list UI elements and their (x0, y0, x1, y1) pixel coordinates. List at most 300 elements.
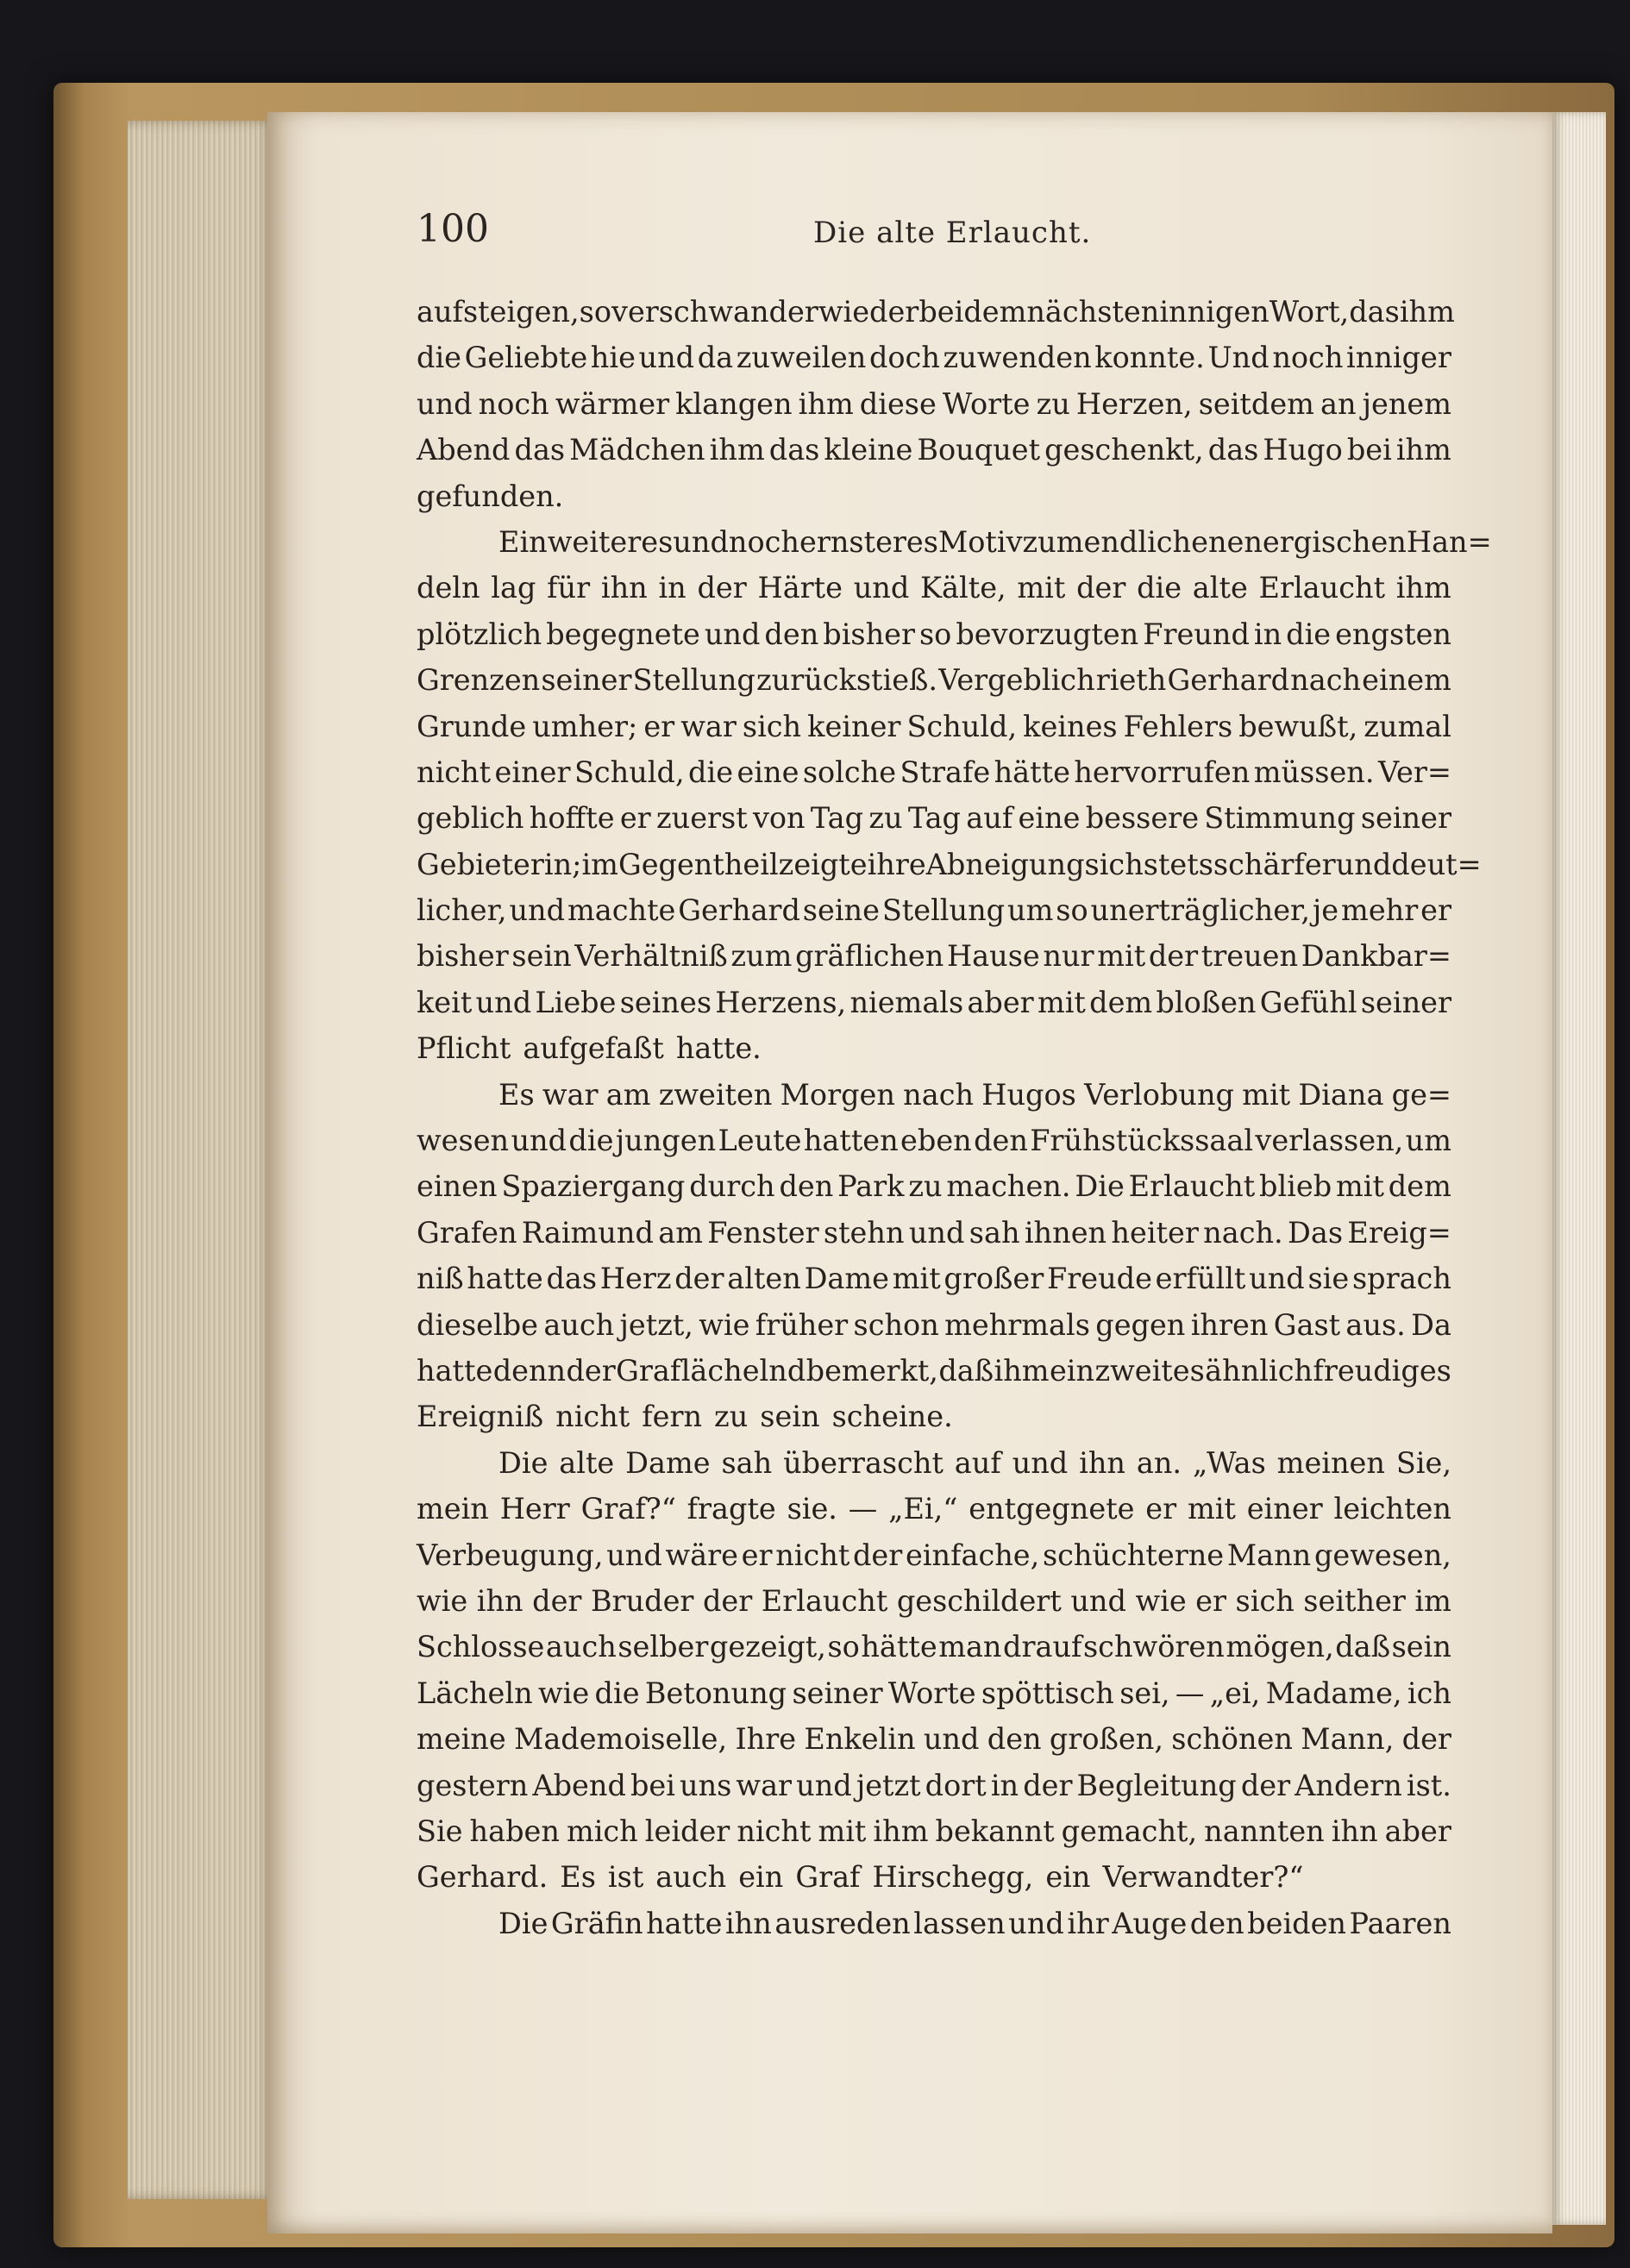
word: Grunde (417, 709, 527, 743)
word: sah (721, 1445, 773, 1480)
word: ihm (873, 1814, 929, 1848)
word: zurückstieß. (755, 663, 938, 698)
word: den (764, 617, 819, 651)
word: der (1401, 1722, 1451, 1757)
word: geblich (417, 801, 524, 836)
word: hoffte (529, 801, 615, 836)
text-line (417, 1854, 1451, 1900)
text-line (417, 1025, 1451, 1071)
word: Schuld, (574, 755, 685, 789)
word: hervorrufen (1074, 755, 1251, 789)
word: Gerhard (678, 893, 800, 928)
word: einem (1362, 663, 1451, 698)
word: der (702, 1583, 753, 1618)
word: nicht (417, 755, 492, 789)
word: Fenster (707, 1215, 819, 1250)
word: Sie, (1395, 1445, 1451, 1480)
word: bisher (823, 617, 916, 651)
word: seiner (1360, 985, 1451, 1019)
word: deln (417, 571, 480, 605)
word: müssen. (1253, 755, 1375, 789)
text-line (417, 611, 1451, 657)
word: auf (966, 801, 1013, 836)
word: und (417, 386, 473, 421)
word: eben (900, 1124, 972, 1158)
word: die (417, 341, 461, 375)
word: Hugo (1263, 433, 1343, 467)
word: gemacht, (1061, 1814, 1198, 1848)
word: Abneigung (925, 847, 1085, 881)
word: Hirschegg, (872, 1860, 1034, 1895)
body-text (417, 289, 1492, 1946)
word: Spaziergang (501, 1169, 686, 1204)
word: seither (1303, 1583, 1406, 1618)
word: wieder (818, 295, 919, 329)
word: zeigte (778, 847, 868, 881)
word: Freund (1143, 617, 1250, 651)
word: dem (1388, 1169, 1451, 1204)
word: seiner (1360, 801, 1451, 836)
word: ihre (867, 847, 926, 881)
word: der (532, 1583, 582, 1618)
word: doch (868, 341, 940, 375)
word: so (827, 1630, 860, 1664)
word: machen. (946, 1169, 1071, 1204)
word: an. (1136, 1445, 1182, 1480)
text-line (417, 1163, 1451, 1209)
word: Verhältniß (574, 939, 728, 974)
word: nicht (775, 1538, 850, 1572)
word: Hugos (981, 1077, 1076, 1112)
word: und (475, 985, 532, 1019)
word: wärmer (555, 386, 670, 421)
word: bloßen (1156, 985, 1257, 1019)
word: in (990, 1768, 1019, 1802)
word: Ihre (735, 1722, 797, 1757)
word: großen, (1049, 1722, 1163, 1757)
word: Graf?“ (580, 1492, 676, 1526)
word: Gerhard. (417, 1860, 549, 1895)
word: Han= (1406, 524, 1492, 559)
word: aber (967, 985, 1034, 1019)
word: engsten (1335, 617, 1451, 651)
word: sich (742, 709, 802, 743)
word: er (643, 709, 675, 743)
text-line (417, 1763, 1451, 1808)
word: meinen (1276, 1445, 1385, 1480)
word: nach (903, 1077, 975, 1112)
word: ihm (798, 386, 854, 421)
word: und (1012, 1445, 1069, 1480)
text-line (417, 704, 1451, 749)
word: und (853, 571, 910, 605)
word: Verlobung (1084, 1077, 1234, 1112)
word: der (697, 571, 747, 605)
word: hatten (803, 1124, 899, 1158)
word: haben (469, 1814, 560, 1848)
word: sie (1307, 1262, 1350, 1296)
word: Erlaucht (761, 1583, 888, 1618)
word: keit (417, 985, 473, 1019)
word: zu (868, 801, 903, 836)
word: Ver= (1377, 755, 1451, 789)
text-line (417, 887, 1451, 933)
word: Erlaucht (1258, 571, 1386, 605)
word: Fehlers (1123, 709, 1233, 743)
word: Bruder (590, 1583, 694, 1618)
word: die (1286, 617, 1332, 651)
text-line (417, 289, 1455, 335)
word: lächelnd (680, 1353, 806, 1388)
word: er (619, 801, 651, 836)
word: und (509, 893, 566, 928)
word: weiteres (547, 524, 674, 559)
word: gefunden. (417, 479, 564, 513)
word: Gegentheil (618, 847, 779, 881)
word: wäre (665, 1538, 738, 1572)
word: Bouquet (917, 433, 1041, 467)
running-head: Die alte Erlaucht. (813, 216, 1092, 250)
text-line (417, 1394, 1451, 1439)
word: Park (837, 1169, 905, 1204)
word: Liebe (535, 985, 617, 1019)
word: ihn (600, 571, 648, 605)
word: beiden (1247, 1906, 1347, 1940)
word: verlassen, (1255, 1124, 1404, 1158)
text-line (417, 427, 1451, 473)
word: klangen (675, 386, 793, 421)
word: in (658, 571, 686, 605)
word: ernsteres (799, 524, 938, 559)
word: Es (560, 1860, 596, 1895)
word: Paaren (1349, 1906, 1451, 1940)
word: stets (1143, 847, 1213, 881)
word: gräflichen (795, 939, 944, 974)
word: hatte (646, 1906, 723, 1940)
word: wie (538, 1676, 590, 1710)
word: Mädchen (569, 433, 705, 467)
word: der (852, 1538, 903, 1572)
word: zu (908, 1169, 943, 1204)
word: Mademoiselle, (514, 1722, 728, 1757)
word: Herzen, (1075, 386, 1193, 421)
word: Mann (1226, 1538, 1312, 1572)
word: sein (760, 1400, 820, 1434)
word: sein (511, 939, 572, 974)
word: sprach (1351, 1262, 1451, 1296)
word: früher (755, 1307, 849, 1342)
word: Geliebte (464, 341, 588, 375)
word: auf (954, 1445, 1001, 1480)
word: und (606, 1538, 662, 1572)
word: das (1349, 295, 1400, 329)
word: stehn (823, 1215, 905, 1250)
word: Worte (887, 1676, 976, 1710)
word: Ereig= (1347, 1215, 1451, 1250)
word: zuweilen (736, 341, 867, 375)
word: überrascht (783, 1445, 944, 1480)
word: drauf (1003, 1630, 1082, 1664)
word: hatte (467, 1262, 543, 1296)
word: Da (1411, 1307, 1451, 1342)
word: mit (1187, 1492, 1236, 1526)
word: der (1148, 939, 1199, 974)
word: der (1076, 571, 1126, 605)
word: am (605, 1077, 651, 1112)
word: aus. (1345, 1307, 1406, 1342)
word: treuen (1201, 939, 1299, 974)
word: Gebieterin; (417, 847, 582, 881)
word: ihn (724, 1906, 772, 1940)
word: mit (1336, 1169, 1384, 1204)
word: freudiges (1313, 1353, 1451, 1388)
word: kleine (824, 433, 913, 467)
word: Freude (1047, 1262, 1152, 1296)
word: begegnete (546, 617, 700, 651)
word: Herz (599, 1262, 672, 1296)
text-line (417, 1072, 1451, 1118)
word: Stimmung (1204, 801, 1356, 836)
word: innigen (1159, 295, 1270, 329)
word: zweites (1094, 1353, 1205, 1388)
word: lassen (913, 1906, 1006, 1940)
text-line (417, 519, 1492, 565)
word: lag (491, 571, 536, 605)
page-header (417, 207, 1434, 259)
word: und (1070, 1583, 1126, 1618)
word: Die (498, 1445, 549, 1480)
word: gezeigt, (709, 1630, 826, 1664)
word: Mann, (1301, 1722, 1395, 1757)
word: zu (1036, 386, 1070, 421)
word: unerträglicher, (1090, 893, 1311, 928)
word: durch (689, 1169, 775, 1204)
word: Frühstückssaal (1030, 1124, 1254, 1158)
word: ein (738, 1860, 784, 1895)
word: eine (737, 755, 799, 789)
word: auch (545, 1630, 617, 1664)
word: und (908, 1215, 965, 1250)
word: das (514, 433, 566, 467)
word: daß (938, 1353, 994, 1388)
word: alte (559, 1445, 615, 1480)
word: noch (1272, 341, 1344, 375)
word: Grafen (417, 1215, 517, 1250)
word: Enkelin (804, 1722, 916, 1757)
word: seiner (792, 1676, 883, 1710)
word: und (511, 1124, 567, 1158)
word: dieselbe (417, 1307, 538, 1342)
word: im (1414, 1583, 1451, 1618)
word: Morgen (780, 1077, 895, 1112)
word: Gast (1273, 1307, 1341, 1342)
word: hie (590, 341, 636, 375)
text-line (417, 795, 1451, 841)
word: hatte. (675, 1031, 762, 1066)
word: bewußt, (1238, 709, 1358, 743)
word: rieth (1095, 663, 1167, 698)
word: niemals (849, 985, 964, 1019)
word: und (704, 617, 761, 651)
word: großer (944, 1262, 1044, 1296)
word: am (658, 1215, 703, 1250)
word: seine (802, 893, 880, 928)
word: nächsten (1026, 295, 1160, 329)
word: Dame (625, 1445, 711, 1480)
word: Grenzen (417, 663, 541, 698)
word: leichten (1333, 1492, 1451, 1526)
text-line (417, 1578, 1451, 1624)
word: mehrmals (944, 1307, 1090, 1342)
word: für (547, 571, 591, 605)
word: in (1253, 617, 1282, 651)
text-line (417, 1532, 1451, 1578)
word: Dankbar= (1301, 939, 1451, 974)
word: Graf (616, 1353, 681, 1388)
word: sich (1084, 847, 1144, 881)
word: schärfer (1213, 847, 1336, 881)
word: um (1007, 893, 1054, 928)
word: war (680, 709, 737, 743)
word: seiner (541, 663, 632, 698)
word: „Was (1192, 1445, 1266, 1480)
word: und (673, 524, 729, 559)
word: nicht (555, 1400, 630, 1434)
word: Pflicht (417, 1031, 511, 1066)
word: die (594, 1676, 640, 1710)
word: mögen, (1226, 1630, 1334, 1664)
word: keiner (807, 709, 901, 743)
word: plötzlich (417, 617, 542, 651)
word: Wort, (1269, 295, 1350, 329)
word: mit (1097, 939, 1146, 974)
word: fragte (686, 1492, 776, 1526)
word: Graf (795, 1860, 861, 1895)
word: ihr (1067, 1906, 1109, 1940)
word: den (1189, 1906, 1244, 1940)
text-line (417, 1118, 1451, 1163)
word: bekannt (935, 1814, 1055, 1848)
word: zu (714, 1400, 749, 1434)
word: hätte (861, 1630, 937, 1664)
text-line (417, 1670, 1451, 1716)
word: die (688, 755, 734, 789)
word: niß (417, 1262, 464, 1296)
word: wesen (417, 1124, 510, 1158)
word: schwören (1082, 1630, 1225, 1664)
word: war (736, 1768, 793, 1802)
word: — (1175, 1676, 1205, 1710)
word: Andern (1295, 1768, 1402, 1802)
word: Tag (810, 801, 864, 836)
text-line (417, 1210, 1451, 1256)
word: bemerkt, (806, 1353, 938, 1388)
word: auch (543, 1307, 615, 1342)
word: Das (1288, 1215, 1344, 1250)
word: Begleitung (1076, 1768, 1237, 1802)
word: sein (1391, 1630, 1451, 1664)
word: mit (1037, 985, 1086, 1019)
text-line (417, 1302, 1451, 1348)
word: nicht (737, 1814, 812, 1848)
word: ihn (1079, 1445, 1125, 1480)
word: konnte. (1094, 341, 1205, 375)
word: zweiten (658, 1077, 773, 1112)
word: jungen (615, 1124, 717, 1158)
word: Leute (718, 1124, 802, 1158)
word: Schuld, (906, 709, 1018, 743)
word: schüchterne (1042, 1538, 1225, 1572)
word: seines (619, 985, 712, 1019)
word: wie (699, 1307, 750, 1342)
word: Diana (1298, 1077, 1384, 1112)
word: erfüllt (1155, 1262, 1246, 1296)
word: bisher (417, 939, 509, 974)
word: an (1320, 386, 1357, 421)
word: noch (478, 386, 549, 421)
text-line (417, 1624, 1451, 1670)
word: er (1145, 1492, 1177, 1526)
word: scheine. (831, 1400, 953, 1434)
word: gestern (417, 1768, 529, 1802)
word: je (1312, 893, 1339, 928)
word: von (752, 801, 806, 836)
word: ihm (1399, 295, 1455, 329)
word: Worte (942, 386, 1031, 421)
word: aufsteigen, (417, 295, 580, 329)
text-line (417, 749, 1451, 795)
word: noch (728, 524, 799, 559)
word: keines (1023, 709, 1118, 743)
word: den (987, 1722, 1042, 1757)
word: war (542, 1077, 599, 1112)
word: blieb (1259, 1169, 1332, 1204)
word: licher, (417, 893, 507, 928)
word: — (848, 1492, 878, 1526)
word: Abend (417, 433, 511, 467)
word: zum (730, 939, 793, 974)
text-line (417, 381, 1451, 427)
word: und (1249, 1262, 1305, 1296)
word: daß (1335, 1630, 1391, 1664)
word: Stellung (881, 893, 1006, 928)
word: bei (1346, 433, 1392, 467)
word: Madame, (1265, 1676, 1402, 1710)
word: das (546, 1262, 598, 1296)
word: ist (607, 1860, 644, 1895)
word: hatte (417, 1353, 493, 1388)
word: fern (642, 1400, 703, 1434)
word: ein (1049, 1353, 1095, 1388)
word: Ereigniß (417, 1400, 544, 1434)
word: gegen (1095, 1307, 1186, 1342)
word: bessere (1085, 801, 1200, 836)
text-line (417, 473, 1451, 519)
word: so (579, 295, 612, 329)
word: ihn (1331, 1814, 1378, 1848)
word: jetzt (856, 1768, 921, 1802)
word: mich (566, 1814, 638, 1848)
text-line (417, 657, 1451, 703)
word: ihnen (1024, 1215, 1107, 1250)
word: ähnlich (1205, 1353, 1313, 1388)
word: sah (969, 1215, 1020, 1250)
word: Die (498, 1906, 549, 1940)
word: zum (1022, 524, 1084, 559)
text-line (417, 1901, 1451, 1946)
word: Und (1207, 341, 1270, 375)
word: da (697, 341, 734, 375)
